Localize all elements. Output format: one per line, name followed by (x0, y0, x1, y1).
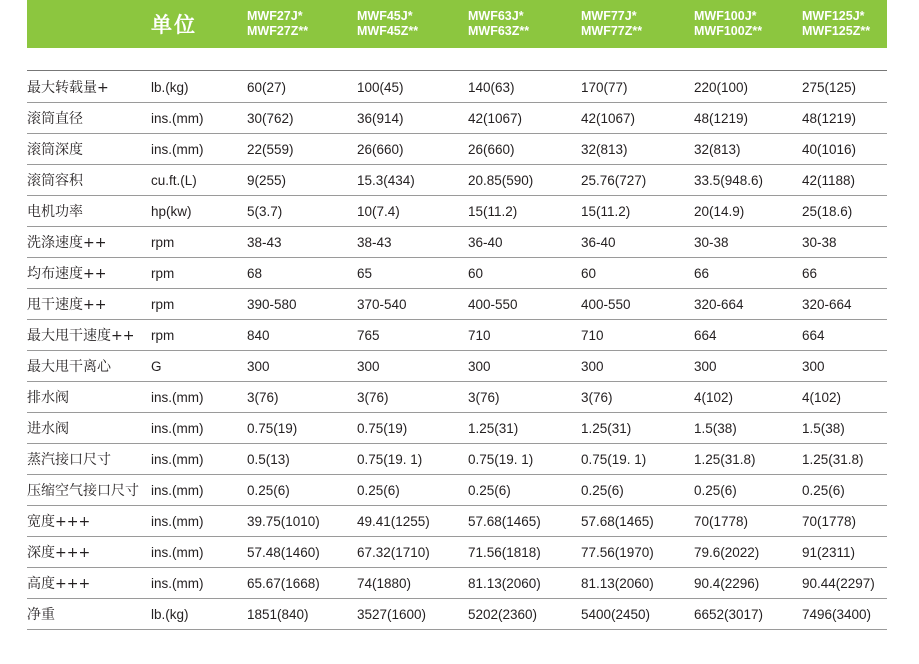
table-row (27, 506, 887, 537)
row-value: 30-38 (802, 235, 837, 250)
model-header-2 (357, 9, 418, 39)
row-unit: ins.(mm) (151, 390, 204, 405)
row-value: 0.25(6) (581, 483, 624, 498)
row-value: 1.25(31.8) (694, 452, 756, 467)
row-value: 710 (581, 328, 604, 343)
row-value: 0.75(19. 1) (357, 452, 423, 467)
row-value: 77.56(1970) (581, 545, 654, 560)
row-value: 140(63) (468, 80, 515, 95)
row-label: 滚筒深度 (27, 142, 83, 158)
row-value: 300 (694, 359, 717, 374)
row-label: 最大甩干离心 (27, 359, 111, 375)
row-unit: lb.(kg) (151, 80, 189, 95)
row-value: 39.75(1010) (247, 514, 320, 529)
model-header-3 (468, 9, 529, 39)
row-value: 15(11.2) (581, 204, 631, 219)
row-value: 26(660) (468, 142, 515, 157)
table-top-rule (27, 70, 887, 71)
row-value: 48(1219) (694, 111, 749, 126)
model-header-4 (581, 9, 642, 39)
row-value: 5202(2360) (468, 607, 538, 622)
table-row (27, 227, 887, 258)
row-value: 5(3.7) (247, 204, 283, 219)
row-unit: rpm (151, 266, 175, 281)
row-value: 9(255) (247, 173, 287, 188)
row-value: 15(11.2) (468, 204, 518, 219)
model-header-1 (247, 9, 308, 39)
row-value: 0.25(6) (694, 483, 737, 498)
row-value: 90.44(2297) (802, 576, 875, 591)
row-value: 60 (468, 266, 484, 281)
row-value: 66 (694, 266, 710, 281)
row-value: 4(102) (802, 390, 842, 405)
row-value: 81.13(2060) (581, 576, 654, 591)
row-label: 进水阀 (27, 421, 69, 437)
row-value: 67.32(1710) (357, 545, 430, 560)
row-value: 1.25(31) (468, 421, 519, 436)
row-label: 均布速度++ (27, 266, 107, 282)
row-value: 91(2311) (802, 545, 856, 560)
row-value: 0.75(19. 1) (468, 452, 534, 467)
row-value: 25(18.6) (802, 204, 853, 219)
table-row (27, 413, 887, 444)
row-value: 1.5(38) (802, 421, 845, 436)
row-label: 电机功率 (27, 204, 83, 220)
row-label: 宽度+++ (27, 514, 91, 530)
row-value: 3(76) (247, 390, 279, 405)
row-label: 甩干速度++ (27, 297, 107, 313)
row-label: 蒸汽接口尺寸 (27, 452, 111, 468)
table-row (27, 165, 887, 196)
row-value: 57.68(1465) (581, 514, 654, 529)
row-value: 0.25(6) (468, 483, 511, 498)
row-value: 0.5(13) (247, 452, 290, 467)
row-value: 90.4(2296) (694, 576, 760, 591)
row-unit: ins.(mm) (151, 483, 204, 498)
model-name-j: MWF77J* (581, 9, 637, 23)
row-value: 664 (802, 328, 825, 343)
table-row (27, 382, 887, 413)
row-value: 0.75(19) (357, 421, 408, 436)
row-unit: lb.(kg) (151, 607, 189, 622)
row-value: 1.25(31.8) (802, 452, 864, 467)
table-row (27, 289, 887, 320)
row-unit: ins.(mm) (151, 111, 204, 126)
row-value: 1851(840) (247, 607, 309, 622)
row-value: 42(1067) (468, 111, 523, 126)
model-name-z: MWF100Z** (694, 24, 763, 38)
row-value: 3(76) (581, 390, 613, 405)
row-value: 25.76(727) (581, 173, 647, 188)
row-value: 66 (802, 266, 818, 281)
row-value: 3527(1600) (357, 607, 427, 622)
table-row (27, 320, 887, 351)
row-value: 57.48(1460) (247, 545, 320, 560)
table-row (27, 444, 887, 475)
row-value: 30-38 (694, 235, 729, 250)
row-label: 最大转载量+ (27, 80, 109, 96)
row-value: 20.85(590) (468, 173, 534, 188)
row-value: 10(7.4) (357, 204, 400, 219)
unit-column-title: 单位 (151, 13, 197, 37)
row-value: 220(100) (694, 80, 749, 95)
table-row (27, 134, 887, 165)
row-label: 最大甩干速度++ (27, 328, 135, 344)
row-value: 7496(3400) (802, 607, 872, 622)
row-unit: ins.(mm) (151, 576, 204, 591)
row-value: 275(125) (802, 80, 857, 95)
row-value: 1.25(31) (581, 421, 632, 436)
row-value: 20(14.9) (694, 204, 745, 219)
row-value: 300 (357, 359, 380, 374)
row-value: 0.75(19) (247, 421, 298, 436)
row-value: 4(102) (694, 390, 734, 405)
row-value: 40(1016) (802, 142, 857, 157)
row-value: 0.25(6) (247, 483, 290, 498)
row-value: 3(76) (468, 390, 500, 405)
row-value: 65.67(1668) (247, 576, 320, 591)
row-value: 400-550 (581, 297, 631, 312)
model-name-z: MWF27Z** (247, 24, 309, 38)
row-value: 710 (468, 328, 491, 343)
row-value: 300 (802, 359, 825, 374)
row-unit: rpm (151, 328, 175, 343)
row-value: 5400(2450) (581, 607, 651, 622)
row-value: 57.68(1465) (468, 514, 541, 529)
row-unit: ins.(mm) (151, 142, 204, 157)
model-name-j: MWF100J* (694, 9, 757, 23)
row-value: 42(1067) (581, 111, 636, 126)
row-label: 压缩空气接口尺寸 (27, 483, 139, 499)
table-row (27, 103, 887, 134)
row-value: 0.25(6) (357, 483, 400, 498)
row-value: 320-664 (694, 297, 744, 312)
model-name-z: MWF45Z** (357, 24, 419, 38)
row-value: 49.41(1255) (357, 514, 430, 529)
row-value: 81.13(2060) (468, 576, 541, 591)
row-value: 400-550 (468, 297, 518, 312)
row-value: 840 (247, 328, 270, 343)
row-value: 32(813) (694, 142, 741, 157)
row-value: 300 (581, 359, 604, 374)
table-row (27, 258, 887, 289)
row-value: 65 (357, 266, 373, 281)
row-value: 390-580 (247, 297, 297, 312)
row-value: 6652(3017) (694, 607, 764, 622)
row-unit: rpm (151, 235, 175, 250)
row-value: 170(77) (581, 80, 628, 95)
row-value: 300 (247, 359, 270, 374)
row-unit: cu.ft.(L) (151, 173, 197, 188)
row-value: 60(27) (247, 80, 287, 95)
row-value: 32(813) (581, 142, 628, 157)
row-value: 71.56(1818) (468, 545, 541, 560)
row-value: 320-664 (802, 297, 852, 312)
model-name-j: MWF63J* (468, 9, 524, 23)
table-row (27, 568, 887, 599)
row-value: 370-540 (357, 297, 407, 312)
row-value: 100(45) (357, 80, 404, 95)
model-header-5 (694, 9, 762, 39)
row-value: 300 (468, 359, 491, 374)
row-value: 22(559) (247, 142, 294, 157)
table-row (27, 599, 887, 630)
row-value: 30(762) (247, 111, 294, 126)
table-row (27, 72, 887, 103)
row-unit: ins.(mm) (151, 545, 204, 560)
row-label: 深度+++ (27, 545, 91, 561)
row-value: 1.5(38) (694, 421, 737, 436)
row-unit: ins.(mm) (151, 452, 204, 467)
row-value: 0.75(19. 1) (581, 452, 647, 467)
row-value: 60 (581, 266, 597, 281)
row-label: 净重 (27, 607, 55, 623)
row-unit: hp(kw) (151, 204, 192, 219)
row-unit: rpm (151, 297, 175, 312)
row-value: 42(1188) (802, 173, 856, 188)
row-unit: ins.(mm) (151, 514, 204, 529)
row-value: 664 (694, 328, 717, 343)
model-header-6 (802, 9, 870, 39)
row-value: 48(1219) (802, 111, 857, 126)
table-row (27, 351, 887, 382)
row-value: 26(660) (357, 142, 404, 157)
row-label: 滚筒容积 (27, 173, 83, 189)
row-value: 68 (247, 266, 263, 281)
model-name-j: MWF27J* (247, 9, 303, 23)
table-row (27, 475, 887, 506)
row-value: 38-43 (247, 235, 282, 250)
model-name-z: MWF63Z** (468, 24, 530, 38)
row-value: 70(1778) (802, 514, 857, 529)
model-name-j: MWF125J* (802, 9, 865, 23)
row-label: 滚筒直径 (27, 111, 83, 127)
row-value: 74(1880) (357, 576, 412, 591)
row-value: 79.6(2022) (694, 545, 760, 560)
row-label: 排水阀 (27, 390, 69, 406)
row-label: 洗涤速度++ (27, 235, 107, 251)
row-value: 15.3(434) (357, 173, 415, 188)
table-header (27, 0, 887, 48)
row-value: 36-40 (468, 235, 503, 250)
row-value: 36(914) (357, 111, 404, 126)
table-row (27, 537, 887, 568)
row-value: 0.25(6) (802, 483, 845, 498)
table-row (27, 196, 887, 227)
model-name-j: MWF45J* (357, 9, 413, 23)
row-value: 70(1778) (694, 514, 749, 529)
row-label: 高度+++ (27, 576, 91, 592)
row-value: 765 (357, 328, 380, 343)
row-value: 33.5(948.6) (694, 173, 764, 188)
row-value: 3(76) (357, 390, 389, 405)
model-name-z: MWF125Z** (802, 24, 871, 38)
row-unit: G (151, 359, 162, 374)
row-value: 36-40 (581, 235, 616, 250)
row-unit: ins.(mm) (151, 421, 204, 436)
model-name-z: MWF77Z** (581, 24, 643, 38)
row-value: 38-43 (357, 235, 392, 250)
